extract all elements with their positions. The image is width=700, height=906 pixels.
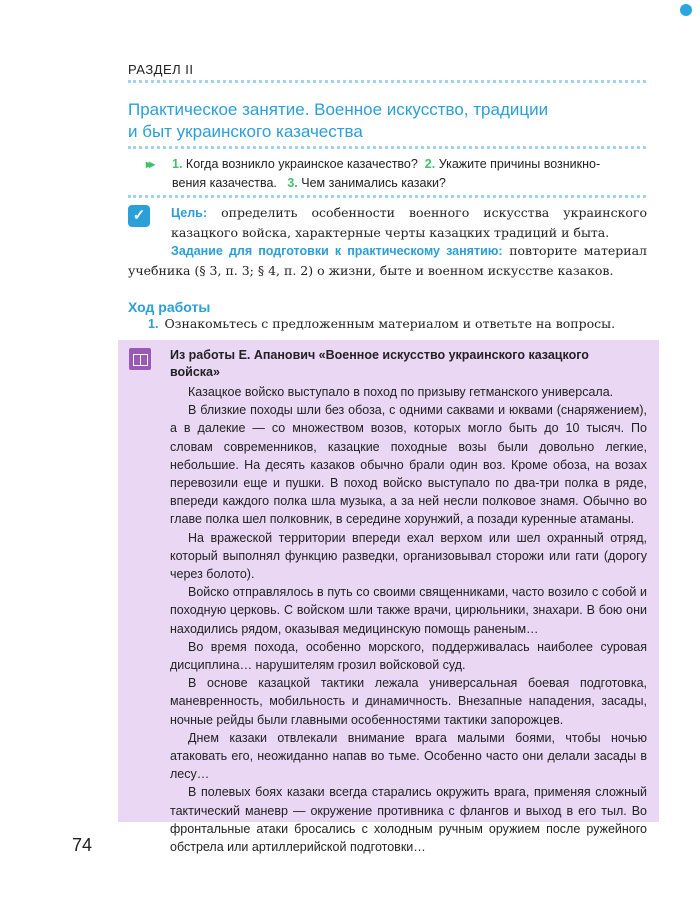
divider [128, 195, 646, 198]
question-2a: Укажите причины возникно- [438, 157, 601, 171]
question-2b: вения казачества. [172, 176, 277, 190]
question-number: 3. [287, 176, 298, 190]
question-3: Чем занимались казаки? [301, 176, 446, 190]
source-text [170, 383, 647, 856]
paragraph: На вражеской территории впереди ехал верхом или шел охранный отряд, который выполнял функцию разведки, организовывал сторожи или гати (дорогу через болото). [170, 530, 647, 582]
paragraph: Во время похода, особенно морского, поддерживалась наиболее суровая дисциплина… нарушителям грозил войсковой суд. [170, 639, 647, 673]
question-number: 2. [424, 157, 436, 171]
page-title [128, 99, 648, 143]
divider [128, 146, 646, 149]
title-line-1: Практическое занятие. Военное искусство, традиции [128, 100, 549, 119]
page-number: 74 [72, 835, 93, 855]
task-label: Задание для подготовки к практическому занятию: [171, 244, 503, 258]
goal-block [171, 203, 647, 242]
paragraph: В полевых боях казаки всегда старались окружить врага, применяя сложный тактический маневр — окружение противника с флангов и выход в его тыл. Во фронтальные атаки бросались с холодным ручным оружием после ружейного обстрела или артиллерийской подготовки… [170, 785, 647, 855]
divider [128, 80, 646, 83]
step-text: Ознакомьтесь с предложенным материалом и ответьте на вопросы. [164, 316, 616, 331]
review-questions [172, 155, 646, 193]
task-block [128, 241, 647, 280]
paragraph: В близкие походы шли без обоза, с одними саквами и юквами (снаряжением), а в далекие — со множеством возов, которых могло быть до 10 тысяч. По словам современников, казацкие походные возы были довольно легкие, небольшие. На десять казаков обычно брали один воз. Кроме обоза, на возах перевозили еще и пушки. В поход войско выступало по два-три полка в ряде, впереди каждого полка шла музыка, а за ней несли полковое знамя. Обычно во главе полка шел полковник, в середине хорунжий, а позади куренные атаманы. [170, 403, 647, 527]
paragraph: Казацкое войско выступало в поход по призыву гетманского универсала. [188, 385, 614, 399]
double-arrow-icon: ▸▸ [146, 157, 153, 171]
goal-text: определить особенности военного искусства украинского казацкого войска, характерные черты казацких традиций и быта. [171, 205, 647, 240]
checkmark-icon: ✓ [128, 205, 150, 227]
goal-label: Цель: [171, 206, 208, 220]
task-text: повторите материал учебника (§ 3, п. 3; § 4, п. 2) о жизни, быте и военном искусстве казаков. [128, 243, 647, 278]
question-number: 1. [172, 157, 183, 171]
publisher-logo-icon [680, 4, 692, 16]
title-line-2: и быт украинского казачества [128, 122, 363, 141]
step-1 [148, 316, 615, 331]
question-1: Когда возникло украинское казачество? [185, 157, 418, 171]
paragraph: Днем казаки отвлекали внимание врага малыми боями, чтобы ночью атаковать его, неожиданно напав во тьме. Особенно часто они делали засады в лесу… [170, 730, 647, 782]
paragraph: В основе казацкой тактики лежала универсальная боевая подготовка, маневренность, мобильность и динамичность. Внезапные нападения, засады, ночные рейды были главными особенностями тактики запорожцев. [170, 676, 647, 727]
step-number: 1. [148, 317, 159, 331]
book-icon [129, 348, 151, 370]
work-progress-heading: Ход работы [128, 299, 211, 315]
paragraph: Войско отправлялось в путь со своими священниками, часто возило с собой и походную церковь. С войском шли также врачи, цирюльники, знахари. В бою они находились рядом, оказывая медицинскую помощь раненым… [170, 585, 647, 636]
source-title: Из работы Е. Апанович «Военное искусство украинского казацкого войска» [170, 348, 589, 379]
section-label: РАЗДЕЛ II [128, 62, 194, 77]
